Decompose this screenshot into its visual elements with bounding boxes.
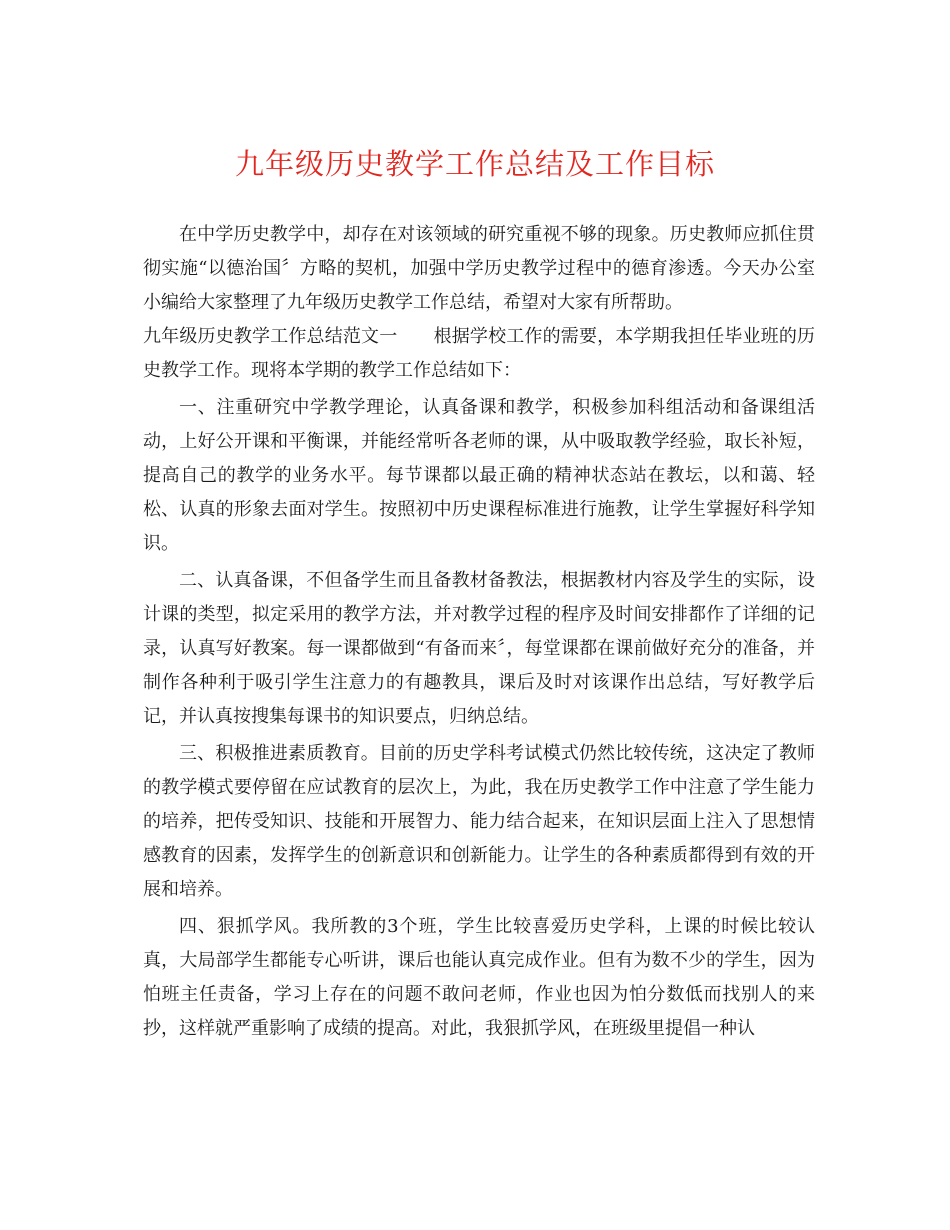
body-paragraph-2: 二、认真备课，不但备学生而且备教材备教法，根据教材内容及学生的实际，设计课的类型，拟定采用的教学方法，并对教学过程的程序及时间安排都作了详细的记录，认真写好教案。每一课都做到“有备而来〞，每堂课都在课前做好充分的准备，并制作各种利于吸引学生注意力的有趣教具，课后及时对该课作出总结，写好教学后记，并认真按搜集每课书的知识要点，归纳总结。 — [143, 570, 815, 727]
body-paragraph-1: 一、注重研究中学教学理论，认真备课和教学，积极参加科组活动和备课组活动，上好公开课和平衡课，并能经常听各老师的课，从中吸取教学经验，取长补短，提高自己的教学的业务水平。每节课都以最正确的精神状态站在教坛，以和蔼、轻松、认真的形象去面对学生。按照初中历史课程标准进行施教，让学生掌握好科学知识。 — [143, 397, 815, 554]
intro-paragraph: 在中学历史教学中，却存在对该领域的研究重视不够的现象。历史教师应抓住贯彻实施“以德治国〞方略的契机，加强中学历史教学过程中的德育渗透。今天办公室小编给大家整理了九年级历史教学工作总结，希望对大家有所帮助。 — [143, 224, 815, 313]
document-body — [143, 218, 815, 1046]
document-title: 九年级历史教学工作总结及工作目标 — [234, 147, 715, 181]
section-paragraph — [143, 320, 815, 388]
section-heading: 九年级历史教学工作总结范文一 — [143, 326, 398, 347]
body-paragraph-3: 三、积极推进素质教育。目前的历史学科考试模式仍然比较传统，这决定了教师的教学模式要停留在应试教育的层次上，为此，我在历史教学工作中注意了学生能力的培养，把传受知识、技能和开展智力、能力结合起来，在知识层面上注入了思想情感教育的因素，发挥学生的创新意识和创新能力。让学生的各种素质都得到有效的开展和培养。 — [143, 743, 815, 900]
body-paragraph-4: 四、狠抓学风。我所教的3个班，学生比较喜爱历史学科，上课的时候比较认真，大局部学生都能专心听讲，课后也能认真完成作业。但有为数不少的学生，因为怕班主任责备，学习上存在的问题不敢问老师，作业也因为怕分数低而找别人的来抄，这样就严重影响了成绩的提高。对此，我狠抓学风，在班级里提倡一种认 — [143, 916, 815, 1039]
section-lead: 根据学校工作的需要，本学期我担任毕业班的历史教学工作。现将本学期的教学工作总结如下： — [143, 326, 816, 381]
